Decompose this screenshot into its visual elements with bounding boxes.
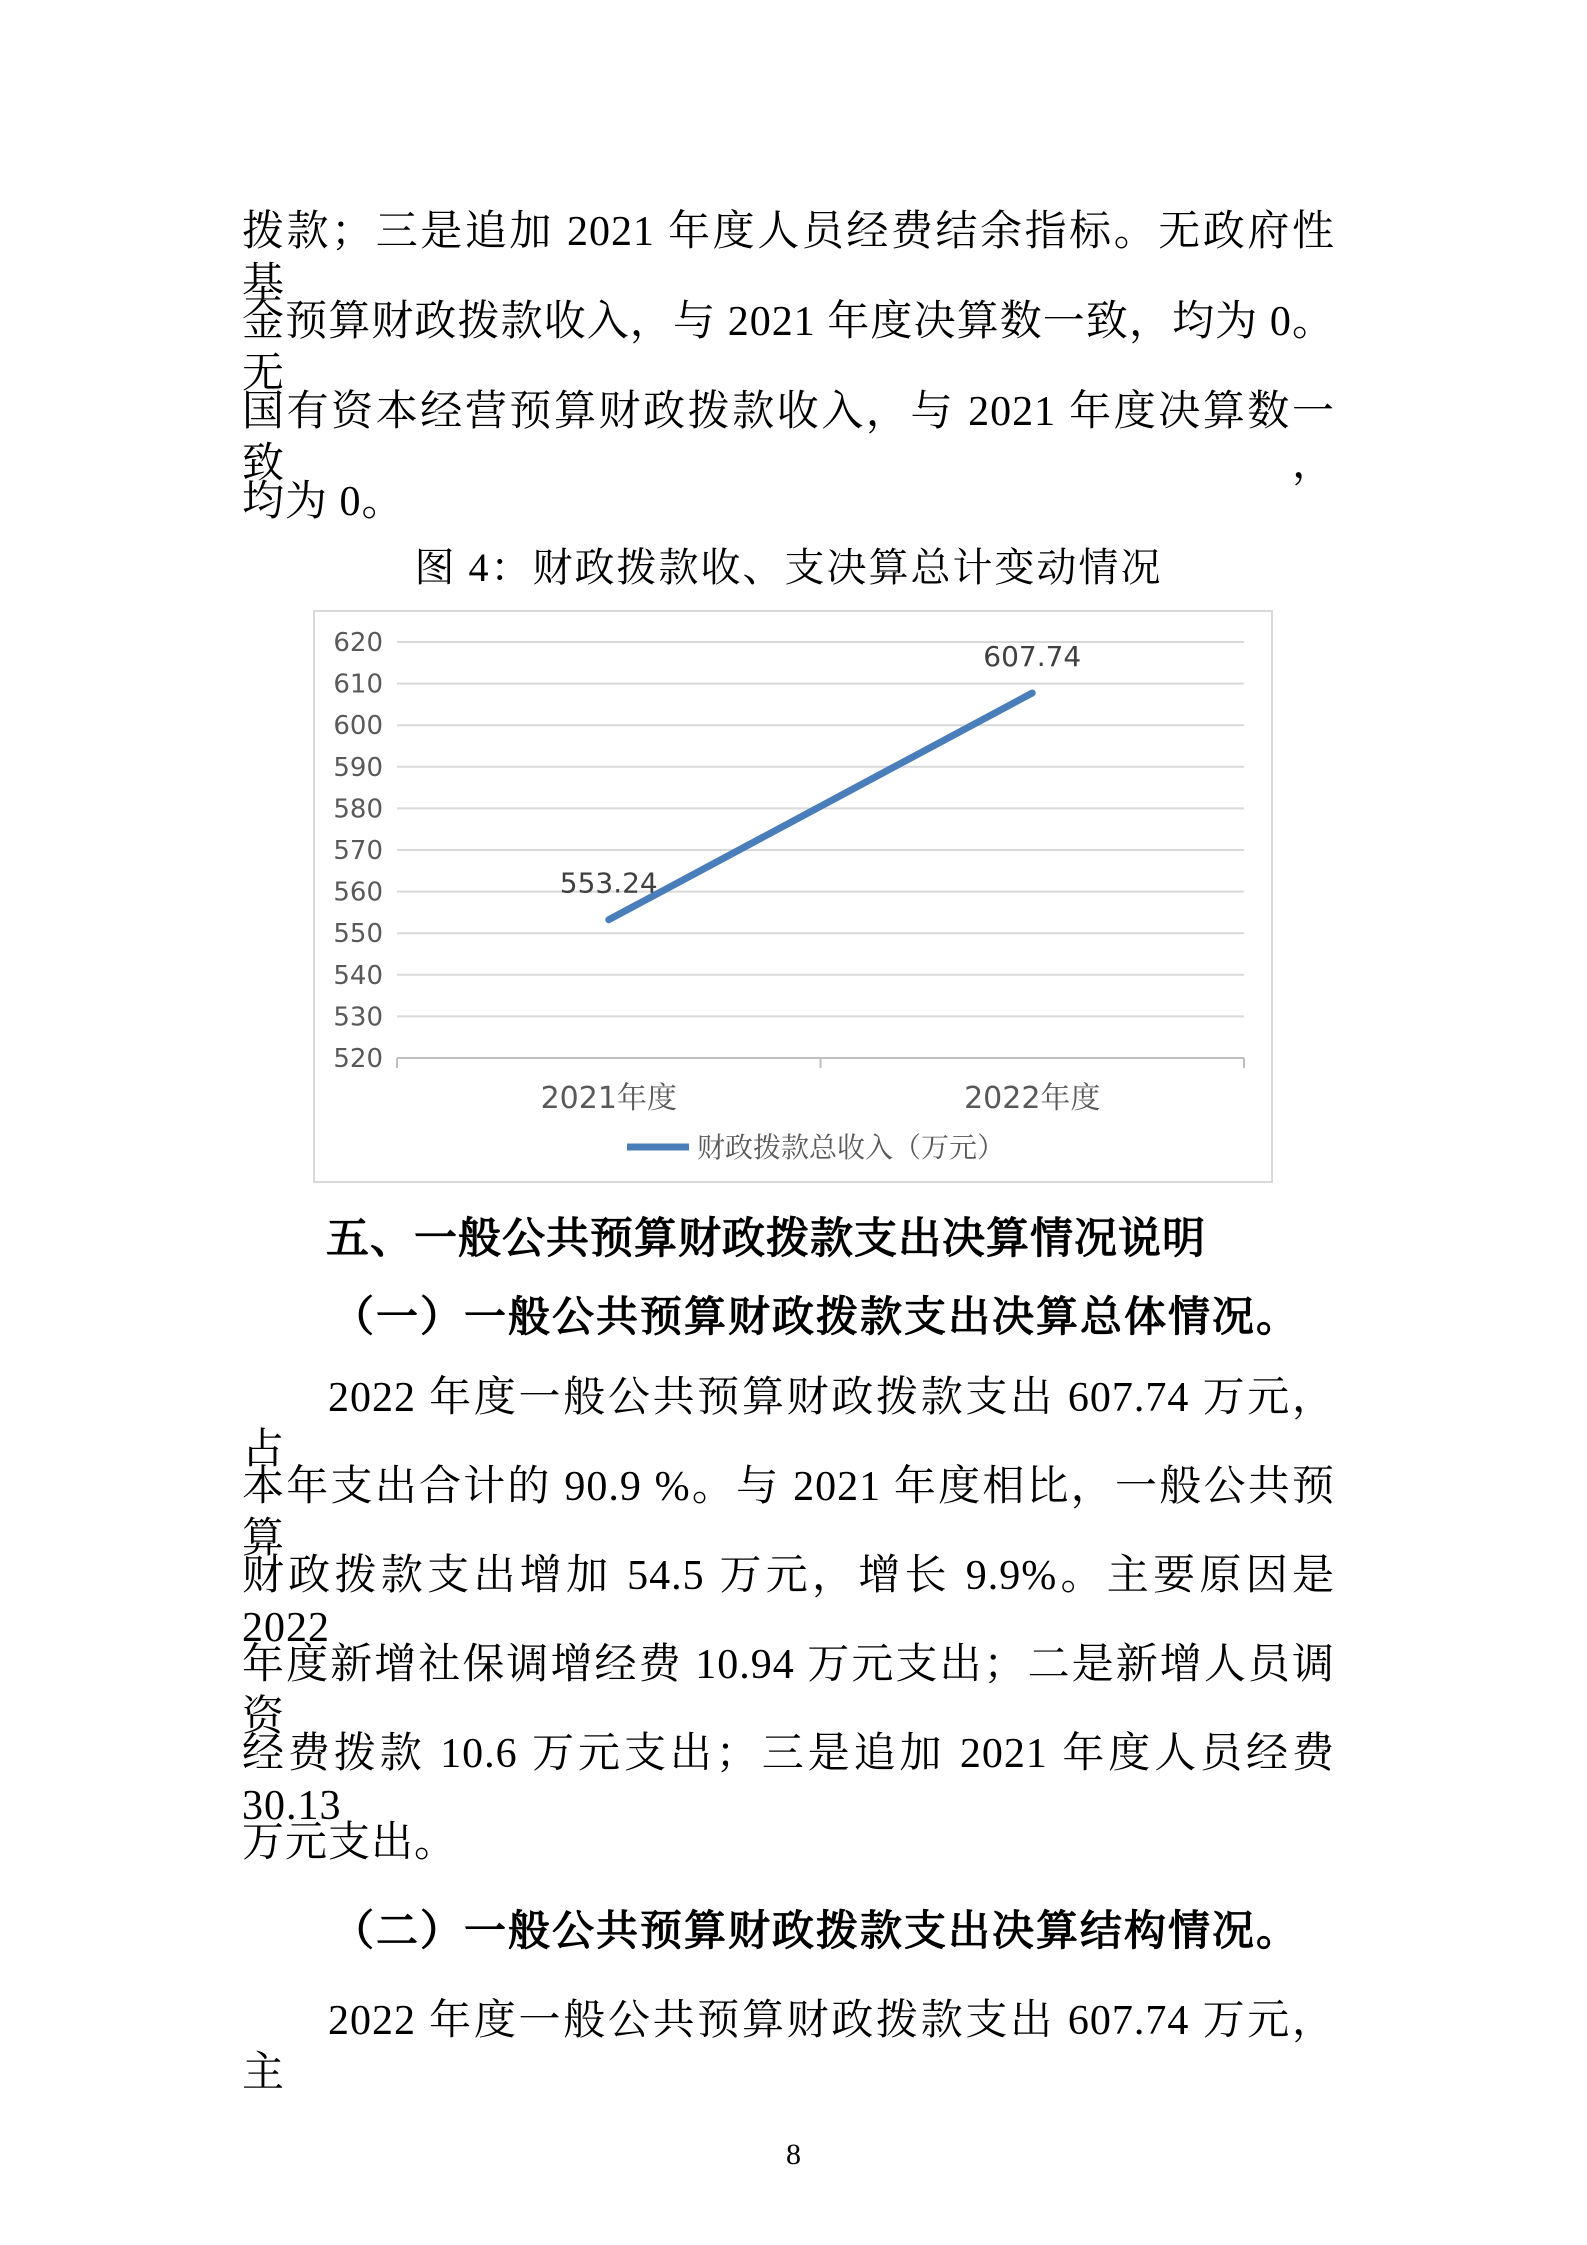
- section5-sub1: （一）一般公共预算财政拨款支出决算总体情况。: [332, 1295, 1301, 1341]
- y-tick-label: 530: [333, 1002, 383, 1033]
- section5-para-a-line2: 本年支出合计的 90.9 %。与 2021 年度相比，一般公共预算: [242, 1464, 1335, 1562]
- paragraph1-line1: 拨款；三是追加 2021 年度人员经费结余指标。无政府性基: [242, 209, 1335, 307]
- y-tick-label: 610: [333, 669, 383, 700]
- y-tick-label: 540: [333, 960, 383, 991]
- page-number: 8: [786, 2138, 801, 2171]
- x-tick-label: 2022年度: [964, 1081, 1101, 1116]
- section5-para-b-line1: 2022 年度一般公共预算财政拨款支出 607.74 万元，主: [242, 1998, 1335, 2096]
- section5-para-a-line3: 财政拨款支出增加 54.5 万元，增长 9.9%。主要原因是 2022: [242, 1553, 1335, 1651]
- y-tick-label: 520: [333, 1044, 383, 1074]
- data-label: 607.74: [983, 640, 1082, 674]
- section5-para-a-line5: 经费拨款 10.6 万元支出；三是追加 2021 年度人员经费 30.13: [242, 1731, 1335, 1829]
- data-label: 553.24: [559, 866, 658, 900]
- section5-para-a-line4: 年度新增社保调增经费 10.94 万元支出；二是新增人员调资: [242, 1642, 1335, 1740]
- figure4-chart: [313, 610, 1273, 1183]
- section5-para-a-line6: 万元支出。: [242, 1820, 458, 1866]
- paragraph1-line3: 国有资本经营预算财政拨款收入，与 2021 年度决算数一致，: [242, 389, 1335, 487]
- figure4-plot: [315, 612, 1271, 1181]
- section5-sub2: （二）一般公共预算财政拨款支出决算结构情况。: [332, 1909, 1301, 1955]
- y-tick-label: 620: [333, 628, 383, 658]
- y-tick-label: 570: [333, 836, 383, 866]
- figure4-caption: 图 4：财政拨款收、支决算总计变动情况: [414, 545, 1163, 590]
- paragraph1-line4: 均为 0。: [242, 479, 405, 525]
- y-tick-label: 580: [333, 794, 383, 825]
- y-tick-label: 590: [333, 752, 383, 783]
- section5-heading: 五、一般公共预算财政拨款支出决算情况说明: [326, 1215, 1206, 1263]
- y-tick-label: 600: [333, 711, 383, 742]
- legend-label: 财政拨款总收入（万元）: [697, 1131, 1006, 1164]
- series-line: [609, 693, 1033, 920]
- section5-para-a-line1: 2022 年度一般公共预算财政拨款支出 607.74 万元，占: [242, 1375, 1335, 1473]
- paragraph1-line2: 金预算财政拨款收入，与 2021 年度决算数一致，均为 0。无: [242, 299, 1335, 397]
- x-tick-label: 2021年度: [540, 1081, 677, 1116]
- y-tick-label: 560: [333, 877, 383, 908]
- y-tick-label: 550: [333, 919, 383, 950]
